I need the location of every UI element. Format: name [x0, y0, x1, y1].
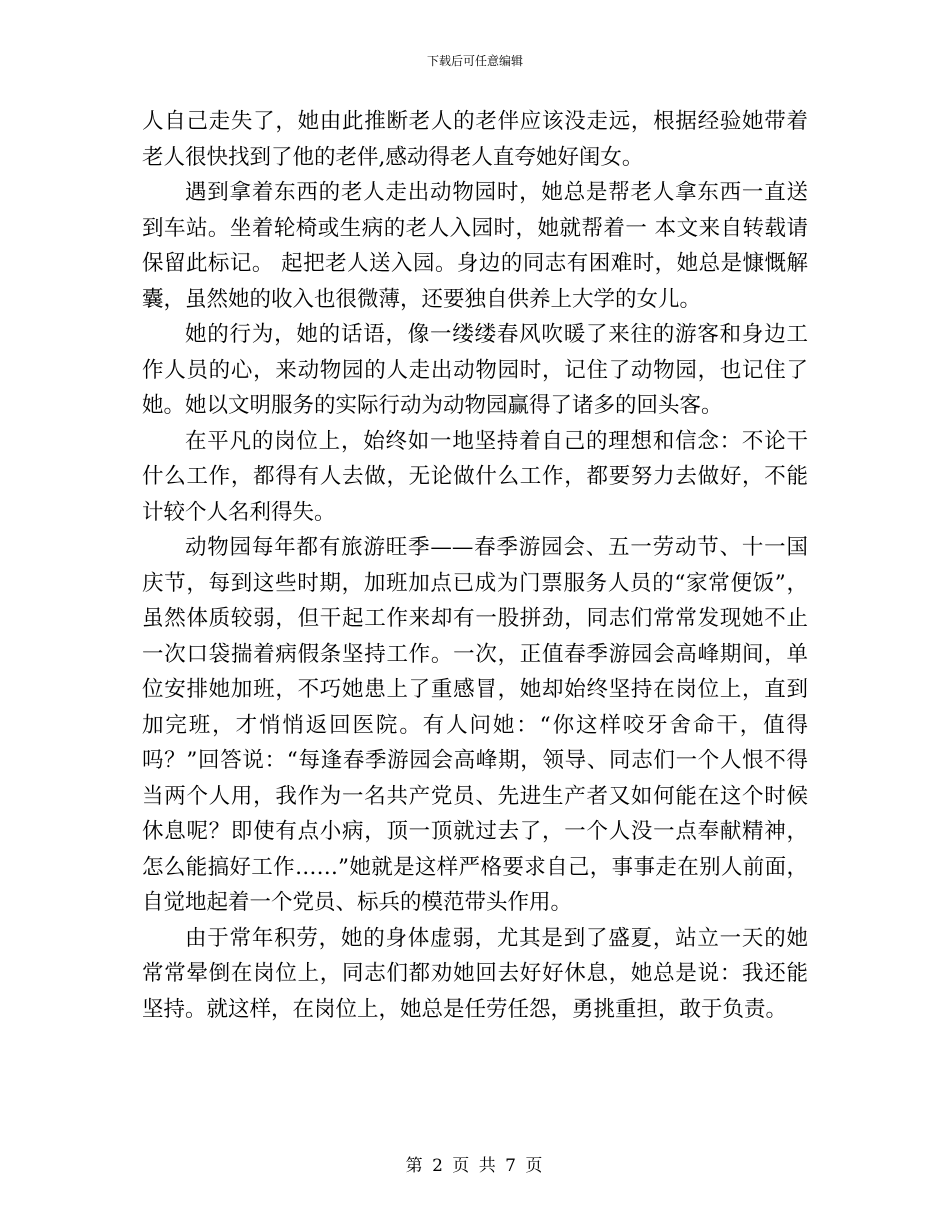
page-header-note: 下载后可任意编辑 — [426, 54, 523, 68]
paragraph: 她的行为，她的话语，像一缕缕春风吹暖了来往的游客和身边工作人员的心，来动物园的人走出动物园时，记住了动物园，也记住了她。她以文明服务的实际行动为动物园赢得了诸多的回头客。 — [142, 322, 808, 418]
paragraph: 在平凡的岗位上，始终如一地坚持着自己的理想和信念：不论干什么工作，都得有人去做，无论做什么工作，都要努力去做好，不能计较个人名利得失。 — [142, 428, 808, 525]
page-number-footer: 第 2 页 共 7 页 — [405, 1156, 545, 1176]
paragraph: 动物园每年都有旅游旺季——春季游园会、五一劳动节、十一国庆节，每到这些时期，加班加点已成为门票服务人员的“家常便饭”，虽然体质较弱，但干起工作来却有一股拼劲，同志们常常发现她不止一次口袋揣着病假条坚持工作。一次，正值春季游园会高峰期间，单位安排她加班，不巧她患上了重感冒，她却始终坚持在岗位上，直到加完班，才悄悄返回医院。有人问她：“你这样咬牙舍命干，值得吗？”回答说：“每逢春季游园会高峰期，领导、同志们一个人恨不得当两个人用，我作为一名共产党员、先进生产者又如何能在这个时候休息呢？即使有点小病，顶一顶就过去了，一个人没一点奉献精神，怎么能搞好工作……”她就是这样严格要求自己，事事走在别人前面，自觉地起着一个党员、标兵的模范带头作用。 — [142, 535, 808, 915]
paragraph-continued: 人自己走失了，她由此推断老人的老伴应该没走远，根据经验她带着老人很快找到了他的老伴,感动得老人直夸她好闺女。 — [142, 109, 808, 170]
document-body — [142, 104, 808, 1027]
paragraph: 由于常年积劳，她的身体虚弱，尤其是到了盛夏，站立一天的她常常晕倒在岗位上，同志们都劝她回去好好休息，她总是说：我还能坚持。就这样，在岗位上，她总是任劳任怨，勇挑重担，敢于负责。 — [142, 925, 808, 1022]
paragraph: 遇到拿着东西的老人走出动物园时，她总是帮老人拿东西一直送到车站。坐着轮椅或生病的老人入园时，她就帮着一 本文来自转载请保留此标记。 起把老人送入园。身边的同志有困难时，她总是慷慨解囊，虽然她的收入也很微薄，还要独自供养上大学的女儿。 — [142, 180, 808, 312]
